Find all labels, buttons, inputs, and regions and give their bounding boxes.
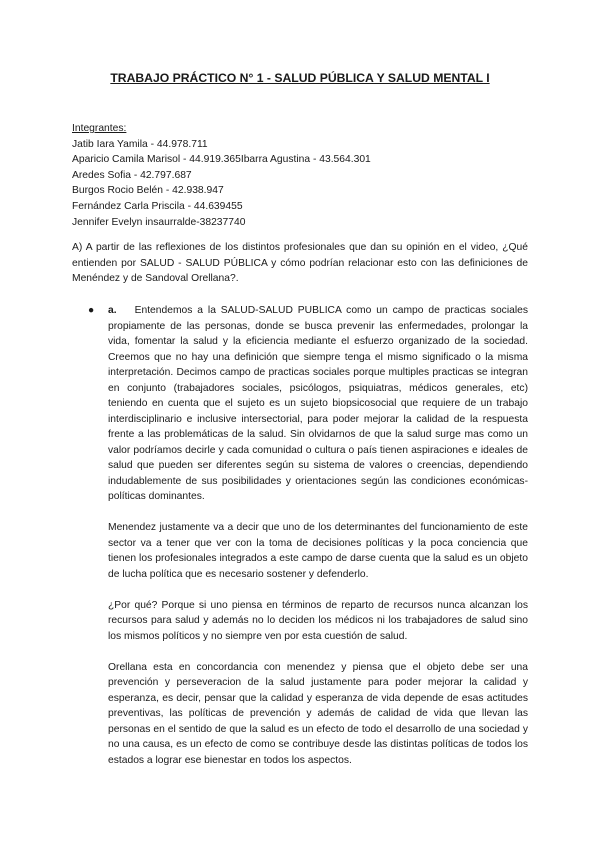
- member-item: Jatib Iara Yamila - 44.978.711: [72, 138, 208, 150]
- member-item: Jennifer Evelyn insaurralde-38237740: [72, 216, 246, 228]
- member-item: Aredes Sofia - 42.797.687: [72, 169, 192, 181]
- answer-block: [108, 303, 528, 784]
- members-label: Integrantes:: [72, 123, 127, 134]
- page-title: TRABAJO PRÁCTICO N° 1 - SALUD PÚBLICA Y SALUD MENTAL I: [110, 71, 490, 85]
- answer-paragraph: ¿Por qué? Porque si uno piensa en términos de reparto de recursos nunca alcanzan los recursos para salud y además no lo deciden los médicos ni los trabajadores de salud sino los mismos políticos y no siempre ven por esta cuestión de salud.: [108, 599, 528, 642]
- answer-paragraph: [108, 303, 528, 505]
- members-block: [72, 121, 532, 230]
- answer-paragraph: Menendez justamente va a decir que uno de los determinantes del funcionamiento de este sector va a tener que ver con la toma de decisiones políticas y la poca conciencia que tienen los profesionales integrados a este campo de darse cuenta que la salud es un objeto de lucha política que es necesario sostener y defenderlo.: [108, 522, 528, 580]
- question-text: A) A partir de las reflexiones de los distintos profesionales que dan su opinión en el video, ¿Qué entienden por SALUD - SALUD PÚBLICA y cómo podrían relacionar esto con las definiciones de Menéndez y de Sandoval Orellana?.: [72, 242, 528, 285]
- member-item: Burgos Rocio Belén - 42.938.947: [72, 185, 224, 197]
- answer-paragraph: Orellana esta en concordancia con menendez y piensa que el objeto debe ser una prevención y perseveracion de la salud justamente para poder mejorar la calidad y esperanza, es decir, pensar que la calidad y esperanza de vida depende de esas actitudes preventivas, las políticas de prevención y además de calidad de vida que llevan las personas en el sentido de que la salud es un efecto de todo el desarrollo de una sociedad y no una causa, es un efecto de como se contribuye desde las distintas políticas de todos los estados a lograr ese bienestar en todos los aspectos.: [108, 661, 528, 766]
- answer-lead: a.: [108, 305, 117, 316]
- answer-paragraph-text: Entendemos a la SALUD-SALUD PUBLICA como un campo de practicas sociales propiamente de las personas, donde se busca prevenir las enfermedades, prolongar la vida, fomentar la salud y la eficiencia mediante el esfuerzo organizado de la sociedad. Creemos que no hay una definición que siempre tenga el mismo significado o la misma interpretación. Decimos campo de practicas sociales porque multiples practicas se integran en conjunto (trabajadores sociales, psicólogos, psiquiatras, médicos generales, etc) teniendo en cuenta que el sujeto es un sujeto biopsicosocial que requiere de un trabajo interdisciplinario e inclusive intersectorial, para poder mejorar la calidad de la respuesta frente a las problemáticas de la salud. Sin olvidarnos de que la salud surge mas como un valor podríamos decirle y cada comunidad o cultura o país tienen aspiraciones e ideales de salud que pueden ser diferentes según su sistema de valores o creencias, dependiendo indudablemente de sus posibilidades y orientaciones según las condiciones económicas-políticas dominantes.: [108, 305, 528, 502]
- bullet-icon: ●: [88, 305, 95, 316]
- member-item: Aparicio Camila Marisol - 44.919.365Ibarra Agustina - 43.564.301: [72, 154, 371, 166]
- member-item: Fernández Carla Priscila - 44.639455: [72, 200, 243, 212]
